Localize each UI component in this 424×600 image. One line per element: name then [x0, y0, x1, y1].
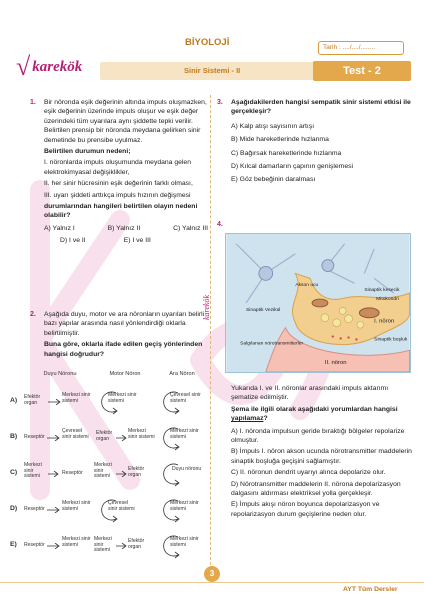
- cell-label: Reseptör: [24, 542, 45, 548]
- question-number: 1.: [30, 99, 36, 106]
- cell-label: Efektör organ: [96, 430, 113, 442]
- col-header-sensory: Duyu Nöronu: [43, 371, 77, 377]
- cell-label: Merkezi sinir sistemi: [24, 462, 42, 480]
- col-header-inter: Ara Nöron: [169, 371, 195, 377]
- arrow-right-icon: [48, 471, 60, 477]
- arrow-right-icon: [47, 435, 61, 441]
- vertical-brand: karekök: [202, 294, 211, 320]
- statement-item: III. uyarı şiddeti arttıkça impuls hızının değişmesi: [44, 191, 191, 199]
- label-synaptic-cleft: Sinaptik boşluk: [374, 337, 408, 343]
- option-d[interactable]: D) I ve II: [60, 237, 86, 245]
- question-number: 3.: [217, 99, 223, 106]
- question-number: 4.: [217, 221, 223, 228]
- cell-label: Merkezi sinir sistemi: [170, 536, 199, 548]
- cell-label: Merkezi sinir sistemi: [128, 428, 155, 440]
- label-axon: Akson ucu: [295, 283, 319, 289]
- arrow-right-icon: [47, 543, 61, 549]
- cell-label: Reseptör: [24, 506, 45, 512]
- question-1: [30, 98, 208, 246]
- question-lead: Belirtilen durumun nedeni;: [44, 148, 131, 156]
- brand-name: karekök: [32, 58, 83, 75]
- arrow-right-icon: [116, 471, 128, 477]
- option-e[interactable]: E) İmpuls akışı nöron boyunca depolarizasyon ve repolarizasyon durum geçişlerine neden olur.: [231, 501, 380, 518]
- synapse-illustration: [225, 233, 411, 373]
- prompt-text: Şema ile ilgili olarak aşağıdaki yorumlardan hangisi: [231, 405, 398, 413]
- cell-label: Çevresel sinir sistemi: [62, 428, 89, 440]
- label-vesicle: Sinaptik kesecik: [364, 288, 400, 294]
- cell-label: Çevresel sinir sistemi: [170, 392, 201, 404]
- option-e[interactable]: E) Göz bebeğinin daralması: [231, 176, 316, 184]
- neuron-direction-options: [10, 371, 206, 566]
- question-4-body: [217, 384, 413, 521]
- question-prompt: [231, 405, 413, 424]
- arrow-right-icon: [116, 435, 128, 441]
- test-badge: Test - 2: [313, 61, 411, 81]
- option-row-e[interactable]: [10, 529, 206, 565]
- arrow-right-icon: [116, 543, 128, 549]
- answer-options: [231, 122, 413, 185]
- option-d[interactable]: D) Kılcal damarların çapının genişlemesi: [231, 163, 354, 171]
- answer-options: [44, 224, 208, 246]
- option-e[interactable]: E) I ve III: [123, 237, 151, 245]
- option-a[interactable]: A) Yalnız I: [44, 224, 75, 232]
- cell-label: Reseptör: [62, 470, 83, 476]
- cell-label: Efektör organ: [128, 538, 145, 550]
- label-neuron-1: I. nöron: [374, 318, 395, 325]
- brand-logo: [16, 54, 82, 80]
- arrow-right-icon: [47, 507, 61, 513]
- question-3: [217, 98, 413, 187]
- option-letter: C): [10, 469, 18, 476]
- question-number: 2.: [30, 311, 36, 318]
- answer-options: [231, 427, 413, 520]
- question-prompt: Buna göre, oklarla ifade edilen geçiş yönlerinden hangisi doğrudur?: [44, 341, 203, 358]
- option-d[interactable]: D) Nörotransmitter maddelerin II. nörona depolarizasyon dalgasını aldırması elektriksel yolla gerçekleşir.: [231, 480, 401, 498]
- col-header-motor: Motor Nöron: [109, 371, 141, 377]
- prompt-end: ?: [263, 415, 268, 423]
- series-name: AYT Tüm Dersler: [343, 586, 398, 593]
- question-2: [30, 310, 208, 361]
- option-row-a[interactable]: [10, 385, 206, 421]
- column-divider: [210, 95, 211, 575]
- option-c[interactable]: C) II. nöronun dendrit uyarıyı alınca depolarize olur.: [231, 469, 386, 477]
- cell-label: Merkezi sinir sistemi: [94, 462, 112, 480]
- statement-item: I. nöronlarda impuls oluşumunda meydana gelen elektrokimyasal değişiklikler,: [44, 159, 191, 176]
- cell-label: Reseptör: [24, 434, 45, 440]
- loop-arrow-icon: [160, 461, 182, 487]
- cell-label: Merkezi sinir sistemi: [108, 392, 137, 404]
- option-b[interactable]: B) Yalnız II: [107, 224, 141, 232]
- option-letter: B): [10, 433, 18, 440]
- option-letter: A): [10, 397, 18, 404]
- option-a[interactable]: A) I. nöronda impulsun geride bıraktığı bölgeler repolarize olmuştur.: [231, 427, 405, 445]
- option-row-c[interactable]: [10, 457, 206, 493]
- topic-title: Sinir Sistemi - II: [184, 66, 241, 75]
- cell-label: Merkezi sinir sistemi: [170, 428, 199, 440]
- date-field[interactable]: Tarih : ..../..../........: [318, 41, 404, 55]
- cell-label: Efektör organ: [128, 466, 145, 478]
- page-number: 3: [204, 566, 220, 582]
- cell-label: Efektör organ: [24, 394, 41, 406]
- question-prompt: Aşağıdakilerden hangisi sempatik sinir sistemi etkisi ile gerçekleşir?: [231, 99, 411, 116]
- option-b[interactable]: B) Mide hareketlerinde hızlanma: [231, 136, 329, 144]
- option-row-b[interactable]: [10, 421, 206, 457]
- cell-label: Merkezi sinir sistemi: [94, 536, 112, 554]
- option-letter: E): [10, 541, 17, 548]
- question-stem: Aşağıda duyu, motor ve ara nöronların uyarıları belirli bazı yapılar arasında nasıl yönlendirdiği oklarla belirtilmiştir.: [44, 311, 205, 337]
- arrow-right-icon: [48, 399, 62, 405]
- option-a[interactable]: A) Kalp atışı sayısının artışı: [231, 122, 315, 130]
- prompt-emphasis: yapılamaz: [231, 415, 264, 423]
- option-row-d[interactable]: [10, 493, 206, 529]
- label-neurotransmitters: Salgılanan nörotransmitterler: [240, 341, 304, 347]
- option-c[interactable]: C) Yalnız III: [173, 224, 208, 232]
- label-neuron-2: II. nöron: [324, 360, 347, 367]
- root-symbol-icon: √: [16, 52, 31, 81]
- option-letter: D): [10, 505, 18, 512]
- question-stem: Bir nöronda eşik değerinin altında impuls oluşmazken, eşik değerinin üzerinde impuls oluşur ve eşik değer üzerindeki tüm uyarılara aynı şiddette tepki verilir. Belirtilen prensip bir nöronda meydana gelirken sinir demetinde bu prensibe uyulmaz.: [44, 99, 207, 144]
- question-stem: Yukarıda I. ve II. nöronlar arasındaki impuls aktarımı şematize edilmiştir.: [231, 385, 389, 402]
- option-c[interactable]: C) Bağırsak hareketlerinde hızlanma: [231, 149, 342, 157]
- label-mitochondria: Mitokondri: [376, 297, 399, 303]
- cell-label: Çevresel sinir sistemi: [108, 500, 135, 512]
- cell-label: Merkezi sinir sistemi: [170, 500, 199, 512]
- subject-title: BİYOLOJİ: [185, 37, 230, 48]
- cell-label: Duyu nöronu: [172, 466, 202, 472]
- cell-label: Merkezi sinir sistemi: [62, 392, 91, 404]
- label-synaptic-vesicle: Sinaptik Vezikül: [246, 307, 281, 313]
- cell-label: Merkezi sinir sistemi: [62, 500, 91, 512]
- option-b[interactable]: B) İmpuls I. nöron akson ucunda nörotransmitter maddelerin sinaptik boşluğa geçişini sağlamıştır.: [231, 448, 412, 465]
- question-prompt: durumlarından hangileri belirtilen olayın nedeni olabilir?: [44, 203, 198, 220]
- cell-label: Merkezi sinir sistemi: [62, 536, 91, 548]
- statement-item: II. her sinir hücresinin eşik değerinin farklı olması,: [44, 180, 193, 188]
